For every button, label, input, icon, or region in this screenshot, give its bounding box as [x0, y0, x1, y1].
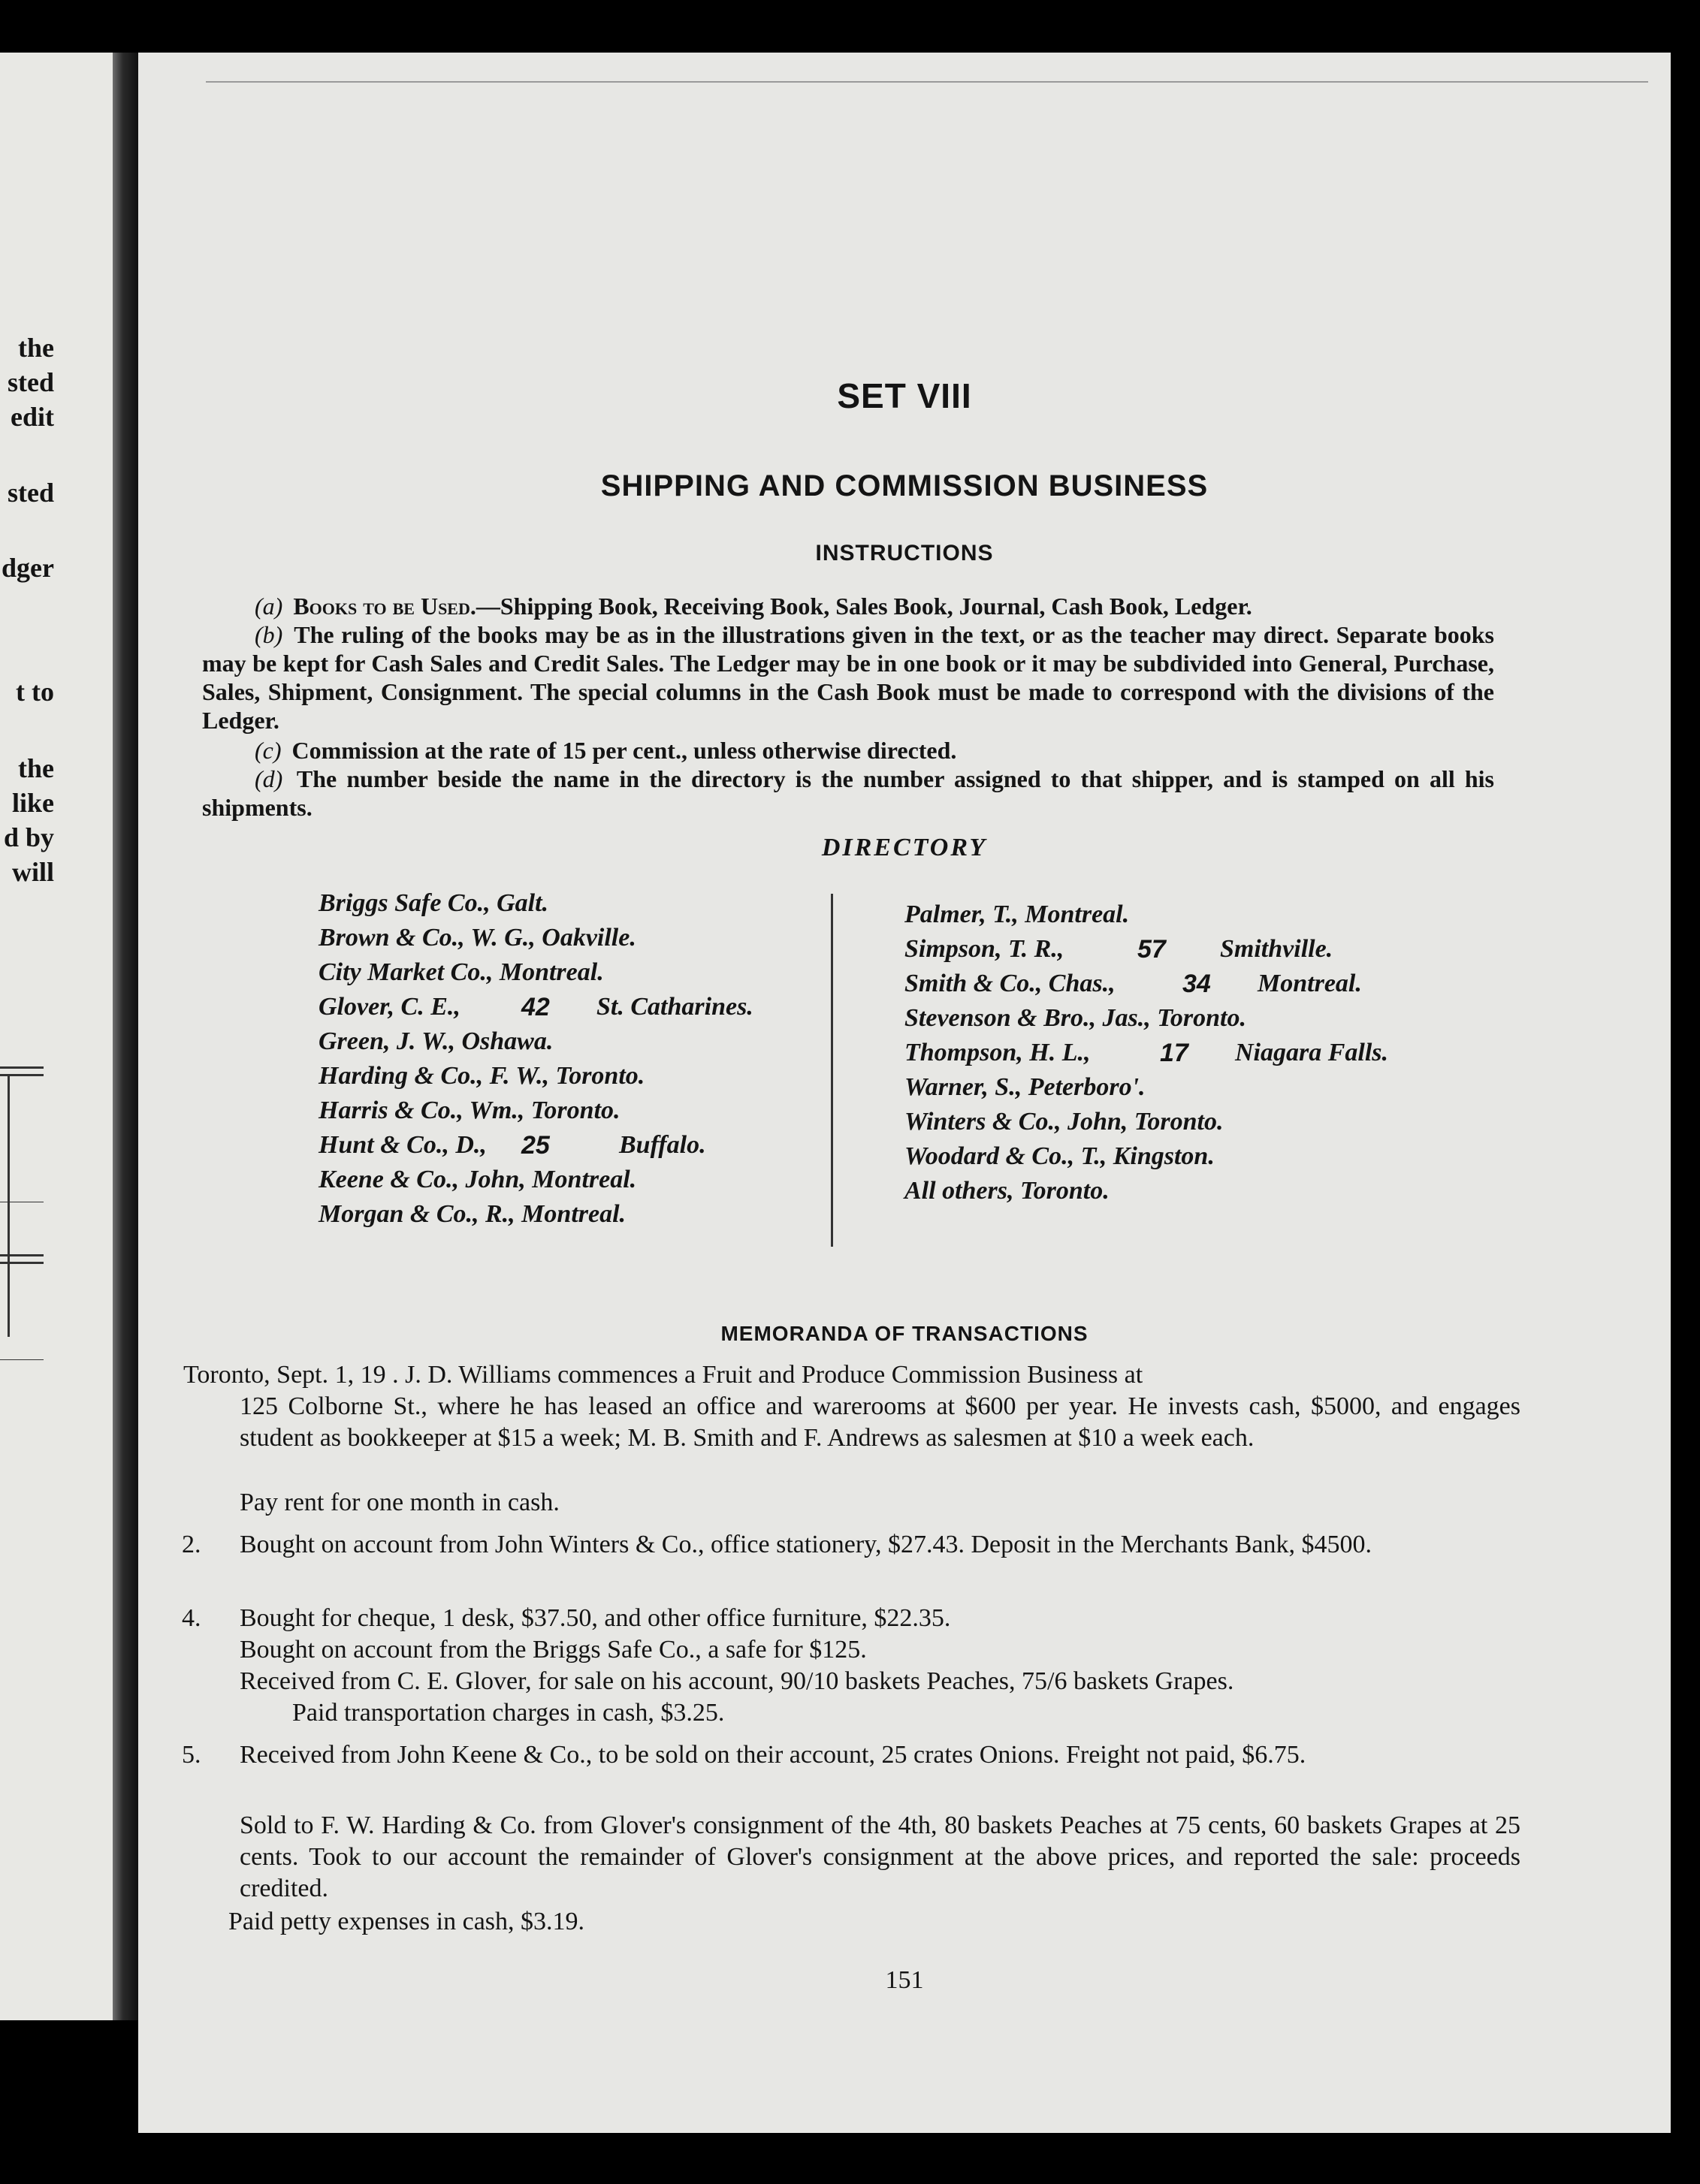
directory-entry: Brown & Co., W. G., Oakville.	[319, 924, 636, 952]
directory-entry: Stevenson & Bro., Jas., Toronto.	[904, 1004, 1246, 1032]
ledger-rule	[0, 1074, 44, 1076]
instruction-d	[202, 765, 1494, 822]
instruction-text: The ruling of the books may be as in the illustrations given in the text, or as the teacher may direct. Separate books may be kept for Cash Sales and Credit Sales. The Ledger may be in one book or it may be subdivided into General, Purchase, Sales, Shipment, Consignment. The special columns in the Cash Book must be made to correspond with the divisions of the Ledger.	[202, 621, 1495, 734]
page-number: 151	[885, 1966, 924, 1994]
memo-day-5-harding: Sold to F. W. Harding & Co. from Glover's consignment of the 4th, 80 baskets Peaches at 75 cents, 60 baskets Grapes at 25 cents. Took to our account the remainder of Glover's consignment at the above prices, and reported the sale: proceeds credited.	[240, 1811, 1520, 1902]
memo-day-4-safe: Bought on account from the Briggs Safe Co., a safe for $125.	[240, 1636, 867, 1664]
left-fragment-word: sted	[8, 478, 54, 508]
section-subtitle: SHIPPING AND COMMISSION BUSINESS	[600, 469, 1209, 502]
ledger-rule	[0, 1359, 44, 1360]
instruction-lead: Books to be Used.	[293, 593, 476, 620]
instruction-text: —Shipping Book, Receiving Book, Sales Book, Journal, Cash Book, Ledger.	[476, 593, 1252, 620]
directory-entry: Warner, S., Peterboro'.	[904, 1073, 1146, 1101]
directory-entry: Green, J. W., Oshawa.	[319, 1027, 554, 1055]
directory-entry: Briggs Safe Co., Galt.	[319, 889, 549, 917]
instruction-label: (d)	[255, 765, 283, 792]
instruction-label: (c)	[255, 737, 282, 764]
shipper-number: 42	[521, 993, 550, 1021]
directory-entry: Smith & Co., Chas., 34 Montreal.	[904, 967, 1581, 1001]
directory-left-column	[319, 886, 799, 1232]
memo-day-4-transport: Paid transportation charges in cash, $3.25.	[292, 1699, 725, 1727]
left-facing-page	[0, 53, 113, 2020]
ledger-column-rule	[8, 1074, 10, 1337]
instruction-b	[202, 620, 1494, 735]
memo-day-5-petty: Paid petty expenses in cash, $3.19.	[228, 1908, 585, 1935]
memo-day-number: 2.	[182, 1531, 201, 1558]
memo-day-2: Bought on account from John Winters & Co., office stationery, $27.43. Deposit in the Merchants Bank, $4500.	[240, 1531, 1372, 1558]
memo-day-5-keene: Received from John Keene & Co., to be sold on their account, 25 crates Onions. Freight not paid, $6.75.	[240, 1741, 1306, 1769]
book-page	[138, 53, 1671, 2133]
memo-day-4-desk: Bought for cheque, 1 desk, $37.50, and other office furniture, $22.35.	[240, 1604, 951, 1632]
shipper-number: 57	[1137, 935, 1166, 964]
shipper-city: St. Catharines.	[596, 993, 753, 1021]
left-fragment-word: like	[11, 788, 54, 818]
left-fragment-word: d by	[3, 822, 54, 852]
shipper-number: 25	[521, 1131, 550, 1160]
shipper-city: Smithville.	[1220, 935, 1333, 963]
directory-entry: Thompson, H. L., 17 Niagara Falls.	[904, 1036, 1581, 1070]
memo-day-4-glover: Received from C. E. Glover, for sale on his account, 90/10 baskets Peaches, 75/6 baskets Grapes.	[240, 1667, 1234, 1695]
ledger-rule	[0, 1066, 44, 1069]
directory-heading: DIRECTORY	[821, 834, 988, 861]
left-fragment-word: will	[11, 857, 54, 887]
memo-sept-1-rent: Pay rent for one month in cash.	[240, 1489, 560, 1516]
left-fragment-word: the	[18, 333, 54, 363]
instruction-label: (a)	[255, 593, 283, 620]
shipper-city: Montreal.	[1258, 970, 1362, 997]
ledger-rule	[0, 1262, 44, 1264]
directory-entry: Harris & Co., Wm., Toronto.	[319, 1097, 621, 1124]
directory-entry: Palmer, T., Montreal.	[904, 900, 1130, 928]
directory-entry: Hunt & Co., D., 25 Buffalo.	[319, 1128, 799, 1163]
directory-entry: Glover, C. E., 42 St. Catharines.	[319, 990, 799, 1024]
directory-right-column	[904, 897, 1581, 1208]
memo-sept-1-line: Toronto, Sept. 1, 19 . J. D. Williams commences a Fruit and Produce Commission Business at	[183, 1361, 1143, 1389]
memoranda-heading: MEMORANDA OF TRANSACTIONS	[720, 1322, 1089, 1345]
memo-day-number: 4.	[182, 1604, 201, 1632]
set-title: SET VIII	[837, 376, 972, 415]
left-fragment-word: sted	[8, 367, 54, 397]
page-top-edge	[206, 81, 1648, 83]
memo-day-number: 5.	[182, 1741, 201, 1769]
directory-entry: All others, Toronto.	[904, 1177, 1110, 1205]
shipper-number: 17	[1160, 1039, 1188, 1067]
instruction-text: The number beside the name in the directory is the number assigned to that shipper, and is stamped on all his shipments.	[202, 765, 1495, 821]
directory-entry: Woodard & Co., T., Kingston.	[904, 1142, 1215, 1170]
instruction-text: Commission at the rate of 15 per cent., unless otherwise directed.	[291, 737, 957, 764]
left-fragment-word: the	[18, 753, 54, 783]
directory-entry: Simpson, T. R., 57 Smithville.	[904, 932, 1581, 967]
memo-sept-1-detail: 125 Colborne St., where he has leased an office and warerooms at $600 per year. He invests cash, $5000, and engages student as bookkeeper at $15 a week; M. B. Smith and F. Andrews as salesmen at $10 a week each.	[240, 1392, 1520, 1452]
directory-entry: Winters & Co., John, Toronto.	[904, 1108, 1224, 1136]
directory-entry: City Market Co., Montreal.	[319, 958, 604, 986]
directory-entry: Morgan & Co., R., Montreal.	[319, 1200, 627, 1228]
directory-entry: Keene & Co., John, Montreal.	[319, 1166, 637, 1193]
directory-divider	[831, 894, 833, 1247]
instruction-c	[202, 736, 1494, 765]
instruction-label: (b)	[255, 621, 283, 648]
shipper-city: Buffalo.	[619, 1131, 706, 1159]
book-spine	[113, 53, 138, 2020]
instructions-heading: INSTRUCTIONS	[815, 541, 994, 566]
ledger-rule	[0, 1254, 44, 1256]
directory-entry: Harding & Co., F. W., Toronto.	[319, 1062, 645, 1090]
left-fragment-word: dger	[2, 553, 54, 583]
left-fragment-word: t to	[16, 677, 54, 707]
instruction-a	[202, 592, 1494, 620]
left-fragment-word: edit	[11, 402, 54, 432]
shipper-city: Niagara Falls.	[1235, 1039, 1389, 1066]
shipper-number: 34	[1182, 970, 1211, 998]
